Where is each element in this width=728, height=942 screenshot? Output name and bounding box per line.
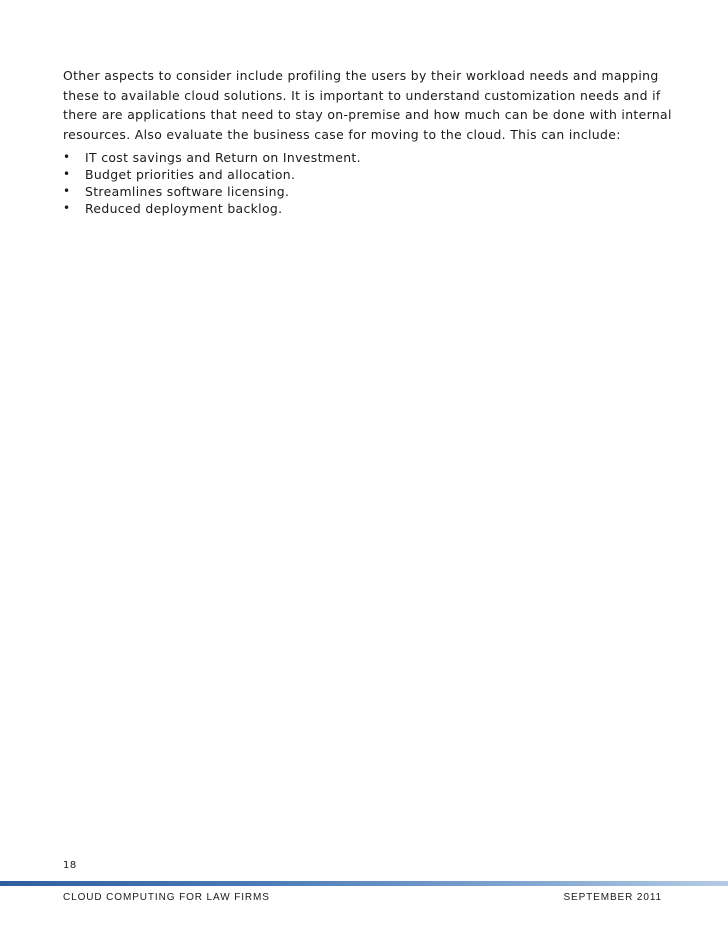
bullet-text: Reduced deployment backlog.: [85, 201, 283, 217]
document-body: [63, 66, 673, 217]
footer-document-title: CLOUD COMPUTING FOR LAW FIRMS: [63, 892, 270, 903]
footer-date: SEPTEMBER 2011: [563, 892, 662, 903]
bullet-icon: •: [63, 150, 71, 165]
footer-rule: [0, 881, 728, 886]
bullet-icon: •: [63, 167, 71, 182]
bullet-list: [63, 149, 673, 217]
bullet-item-licensing: [63, 183, 673, 200]
body-paragraph: Other aspects to consider include profiling the users by their workload needs and mapping these to available cloud solutions. It is important to understand customization needs and if there are applications that need to stay on-premise and how much can be done with internal resources. Also evaluate the business case for moving to the cloud. This can include:: [63, 68, 672, 142]
bullet-text: Budget priorities and allocation.: [85, 167, 296, 183]
bullet-item-deployment: [63, 200, 673, 217]
bullet-text: IT cost savings and Return on Investment.: [85, 150, 361, 166]
bullet-item-budget: [63, 166, 673, 183]
bullet-text: Streamlines software licensing.: [85, 184, 290, 200]
page-number: 18: [63, 860, 77, 871]
bullet-icon: •: [63, 184, 71, 199]
bullet-icon: •: [63, 201, 71, 216]
bullet-item-cost-savings: [63, 149, 673, 166]
